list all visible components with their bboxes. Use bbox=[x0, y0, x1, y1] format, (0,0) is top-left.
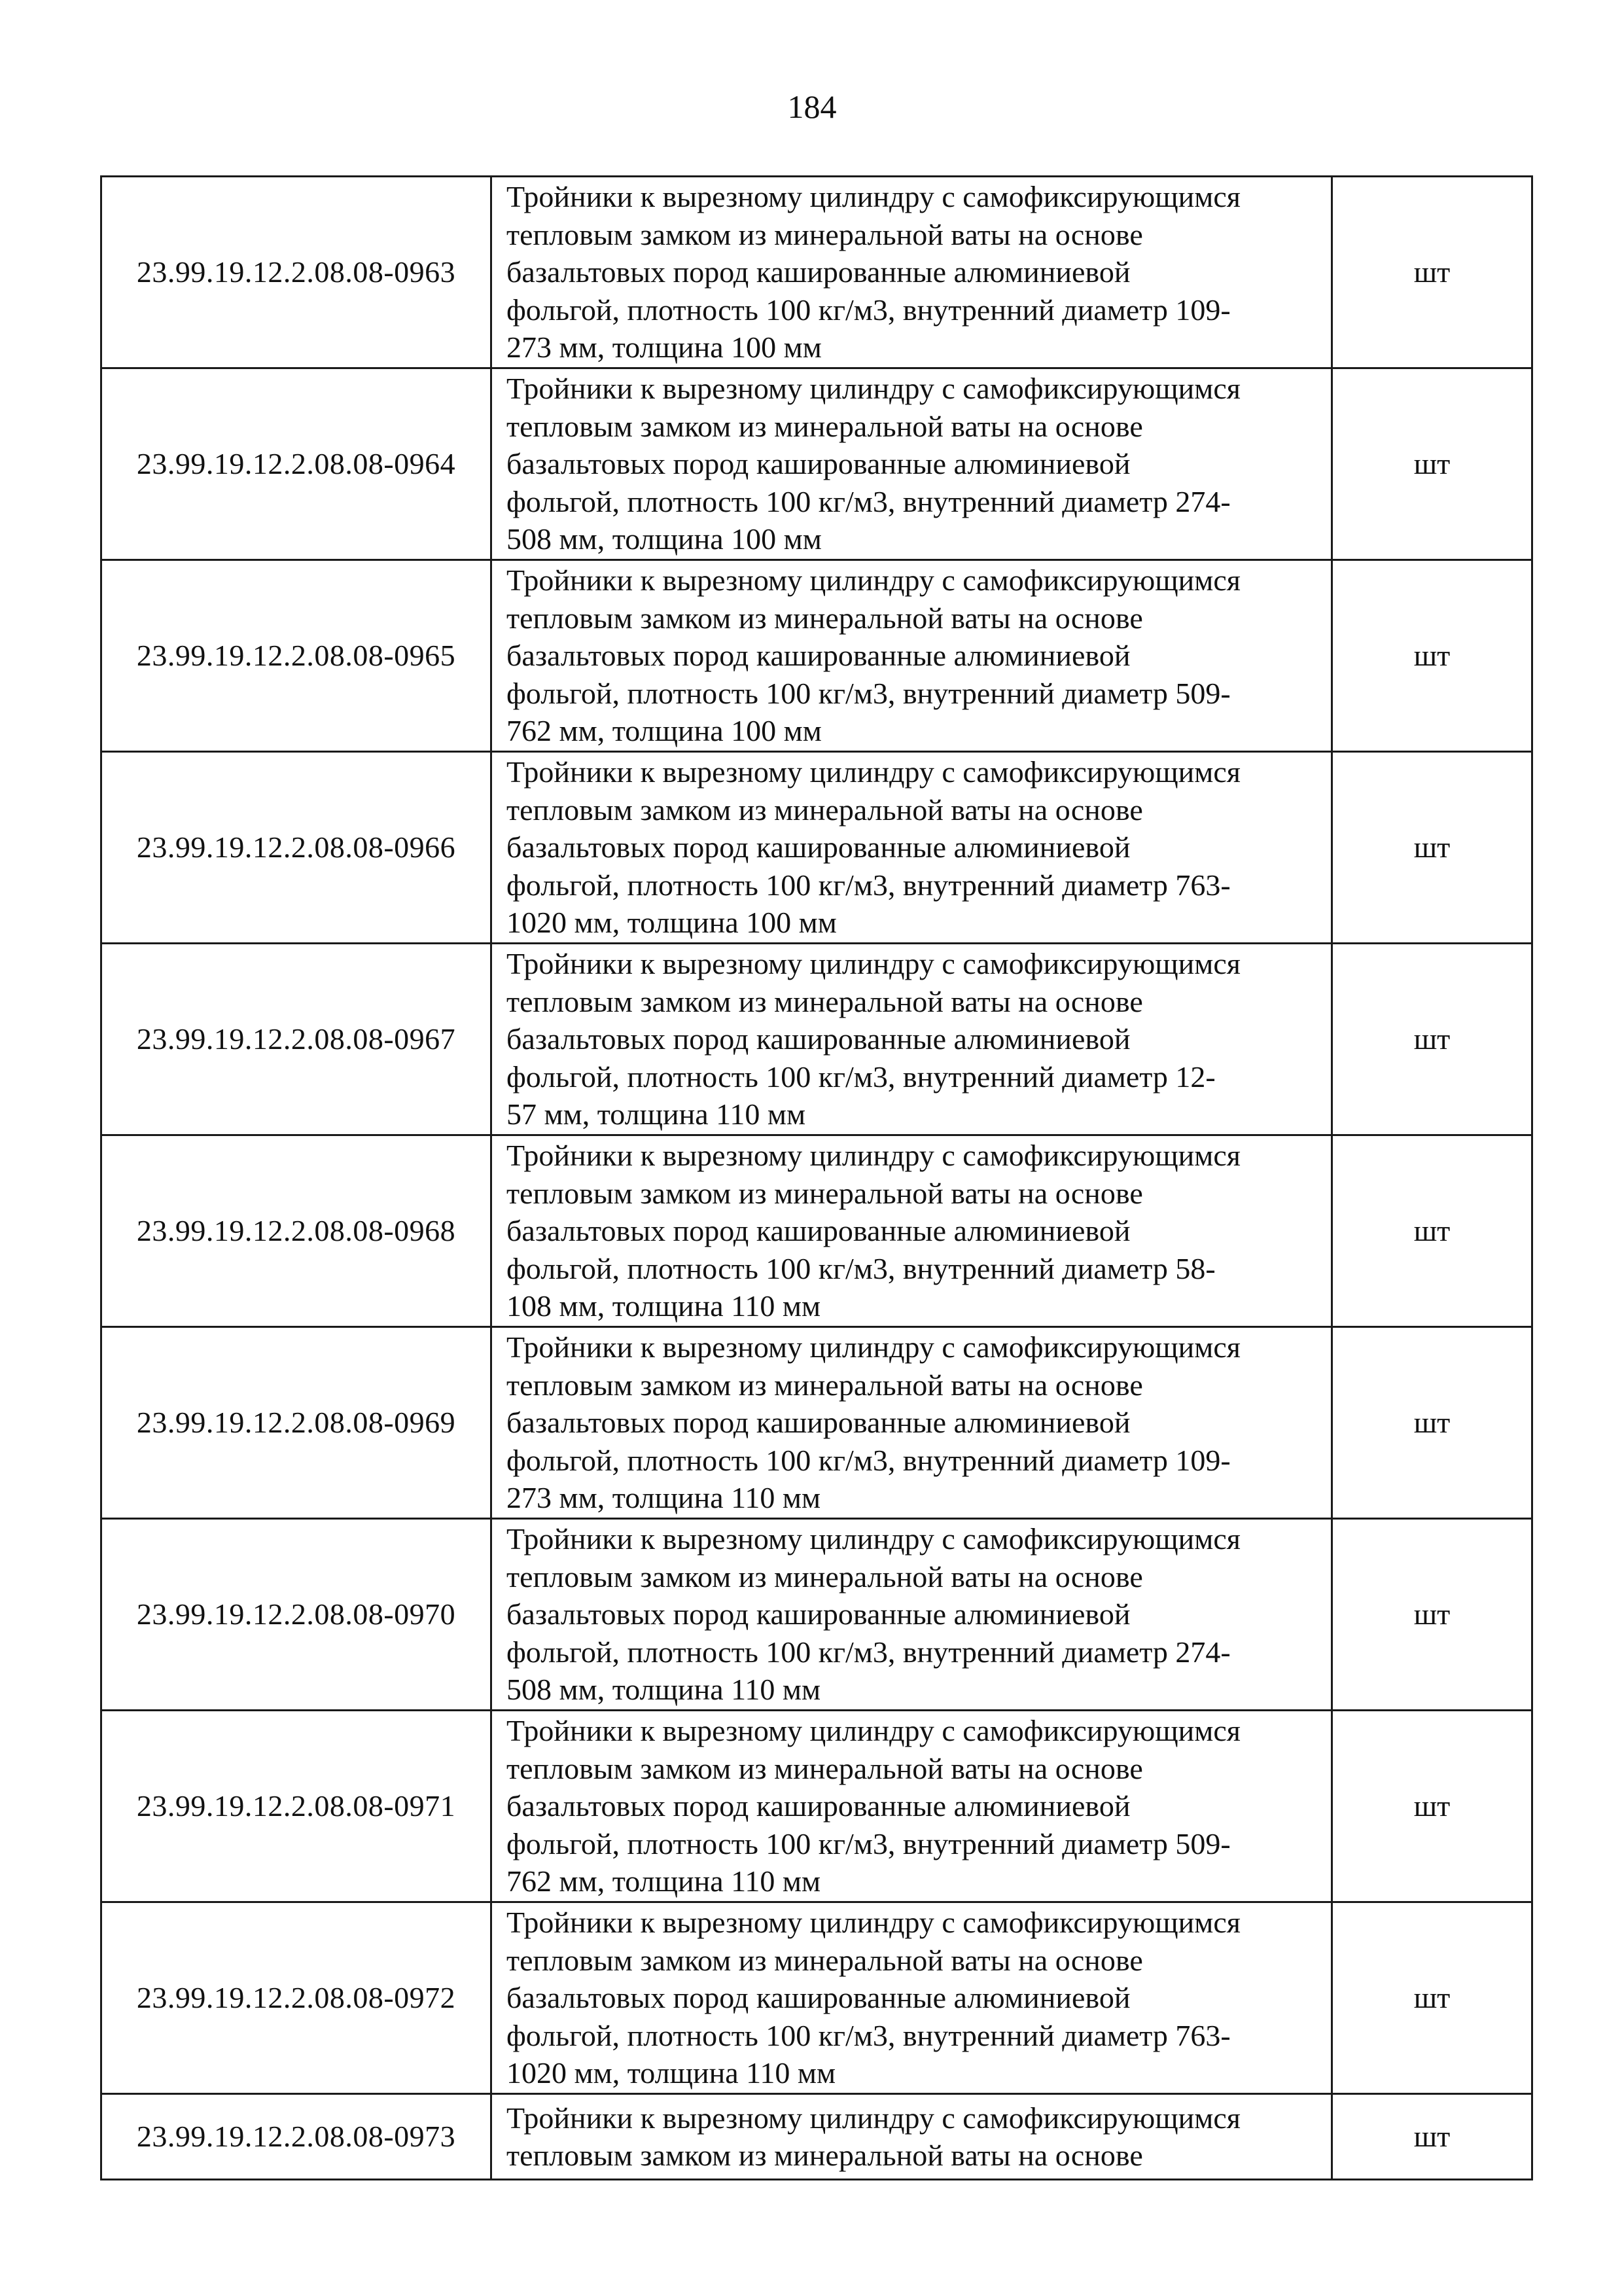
item-code: 23.99.19.12.2.08.08-0965 bbox=[101, 560, 491, 752]
item-description: Тройники к вырезному цилиндру с самофиксирующимся тепловым замком из минеральной ваты на основе базальтовых пород кашированные алюминиевой фольгой, плотность 100 кг/м3, внутренний диаметр 58- 108 мм, толщина 110 мм bbox=[491, 1135, 1332, 1327]
item-unit: шт bbox=[1332, 1519, 1532, 1711]
item-code: 23.99.19.12.2.08.08-0966 bbox=[101, 752, 491, 944]
item-unit: шт bbox=[1332, 368, 1532, 560]
table-row bbox=[101, 1327, 1532, 1519]
item-code: 23.99.19.12.2.08.08-0967 bbox=[101, 944, 491, 1135]
item-unit: шт bbox=[1332, 177, 1532, 368]
item-description: Тройники к вырезному цилиндру с самофиксирующимся тепловым замком из минеральной ваты на основе базальтовых пород кашированные алюминиевой фольгой, плотность 100 кг/м3, внутренний диаметр 109- 273 мм, толщина 110 мм bbox=[491, 1327, 1332, 1519]
table-row bbox=[101, 1135, 1532, 1327]
items-table-body bbox=[101, 177, 1532, 2180]
item-unit: шт bbox=[1332, 1902, 1532, 2094]
table-row bbox=[101, 752, 1532, 944]
item-code: 23.99.19.12.2.08.08-0963 bbox=[101, 177, 491, 368]
table-row bbox=[101, 1902, 1532, 2094]
page-number: 184 bbox=[787, 88, 837, 125]
item-description: Тройники к вырезному цилиндру с самофиксирующимся тепловым замком из минеральной ваты на основе базальтовых пород кашированные алюминиевой фольгой, плотность 100 кг/м3, внутренний диаметр 109- 273 мм, толщина 100 мм bbox=[491, 177, 1332, 368]
table-row bbox=[101, 1519, 1532, 1711]
table-row bbox=[101, 368, 1532, 560]
table-row bbox=[101, 2094, 1532, 2180]
item-code: 23.99.19.12.2.08.08-0969 bbox=[101, 1327, 491, 1519]
item-unit: шт bbox=[1332, 2094, 1532, 2180]
item-unit: шт bbox=[1332, 560, 1532, 752]
item-description: Тройники к вырезному цилиндру с самофиксирующимся тепловым замком из минеральной ваты на основе базальтовых пород кашированные алюминиевой фольгой, плотность 100 кг/м3, внутренний диаметр 274- 508 мм, толщина 110 мм bbox=[491, 1519, 1332, 1711]
item-code: 23.99.19.12.2.08.08-0971 bbox=[101, 1711, 491, 1902]
item-code: 23.99.19.12.2.08.08-0970 bbox=[101, 1519, 491, 1711]
item-code: 23.99.19.12.2.08.08-0972 bbox=[101, 1902, 491, 2094]
item-description: Тройники к вырезному цилиндру с самофиксирующимся тепловым замком из минеральной ваты на основе базальтовых пород кашированные алюминиевой фольгой, плотность 100 кг/м3, внутренний диаметр 12- 57 мм, толщина 110 мм bbox=[491, 944, 1332, 1135]
item-description: Тройники к вырезному цилиндру с самофиксирующимся тепловым замком из минеральной ваты на основе базальтовых пород кашированные алюминиевой фольгой, плотность 100 кг/м3, внутренний диаметр 763- 1020 мм, толщина 100 мм bbox=[491, 752, 1332, 944]
items-table bbox=[100, 175, 1533, 2180]
table-row bbox=[101, 177, 1532, 368]
table-row bbox=[101, 1711, 1532, 1902]
item-code: 23.99.19.12.2.08.08-0964 bbox=[101, 368, 491, 560]
table-row bbox=[101, 560, 1532, 752]
item-unit: шт bbox=[1332, 752, 1532, 944]
item-unit: шт bbox=[1332, 1327, 1532, 1519]
item-description: Тройники к вырезному цилиндру с самофиксирующимся тепловым замком из минеральной ваты на основе базальтовых пород кашированные алюминиевой фольгой, плотность 100 кг/м3, внутренний диаметр 509- 762 мм, толщина 100 мм bbox=[491, 560, 1332, 752]
item-unit: шт bbox=[1332, 944, 1532, 1135]
item-description: Тройники к вырезному цилиндру с самофиксирующимся тепловым замком из минеральной ваты на основе базальтовых пород кашированные алюминиевой фольгой, плотность 100 кг/м3, внутренний диаметр 763- 1020 мм, толщина 110 мм bbox=[491, 1902, 1332, 2094]
item-description: Тройники к вырезному цилиндру с самофиксирующимся тепловым замком из минеральной ваты на основе базальтовых пород кашированные алюминиевой фольгой, плотность 100 кг/м3, внутренний диаметр 274- 508 мм, толщина 100 мм bbox=[491, 368, 1332, 560]
table-row bbox=[101, 944, 1532, 1135]
item-description: Тройники к вырезному цилиндру с самофиксирующимся тепловым замком из минеральной ваты на основе bbox=[491, 2094, 1332, 2180]
item-code: 23.99.19.12.2.08.08-0968 bbox=[101, 1135, 491, 1327]
item-description: Тройники к вырезному цилиндру с самофиксирующимся тепловым замком из минеральной ваты на основе базальтовых пород кашированные алюминиевой фольгой, плотность 100 кг/м3, внутренний диаметр 509- 762 мм, толщина 110 мм bbox=[491, 1711, 1332, 1902]
item-unit: шт bbox=[1332, 1135, 1532, 1327]
item-code: 23.99.19.12.2.08.08-0973 bbox=[101, 2094, 491, 2180]
item-unit: шт bbox=[1332, 1711, 1532, 1902]
